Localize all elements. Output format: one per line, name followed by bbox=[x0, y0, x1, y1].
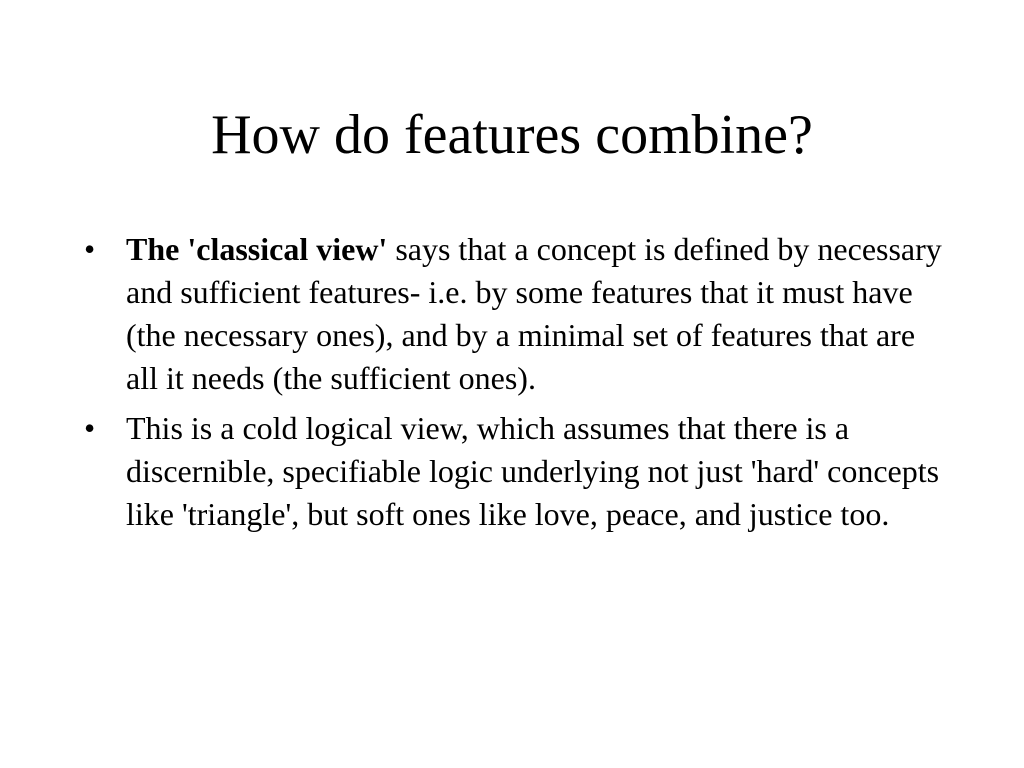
bullet-bold-lead: The 'classical view' bbox=[126, 231, 388, 267]
bullet-marker: • bbox=[84, 231, 96, 267]
bullet-list bbox=[84, 228, 944, 543]
bullet-text: says that a concept is defined by necessary and sufficient features- i.e. by some features that it must have (the necessary ones), and by a minimal set of features that are all it needs (the sufficient ones). bbox=[126, 231, 942, 396]
bullet-item-cold-logical-view bbox=[84, 407, 944, 536]
bullet-marker: • bbox=[84, 410, 96, 446]
bullet-text: This is a cold logical view, which assumes that there is a discernible, specifiable logic underlying not just 'hard' concepts like 'triangle', but soft ones like love, peace, and justice too. bbox=[126, 410, 940, 532]
slide-title: How do features combine? bbox=[211, 104, 813, 166]
bullet-item-classical-view bbox=[84, 228, 944, 400]
